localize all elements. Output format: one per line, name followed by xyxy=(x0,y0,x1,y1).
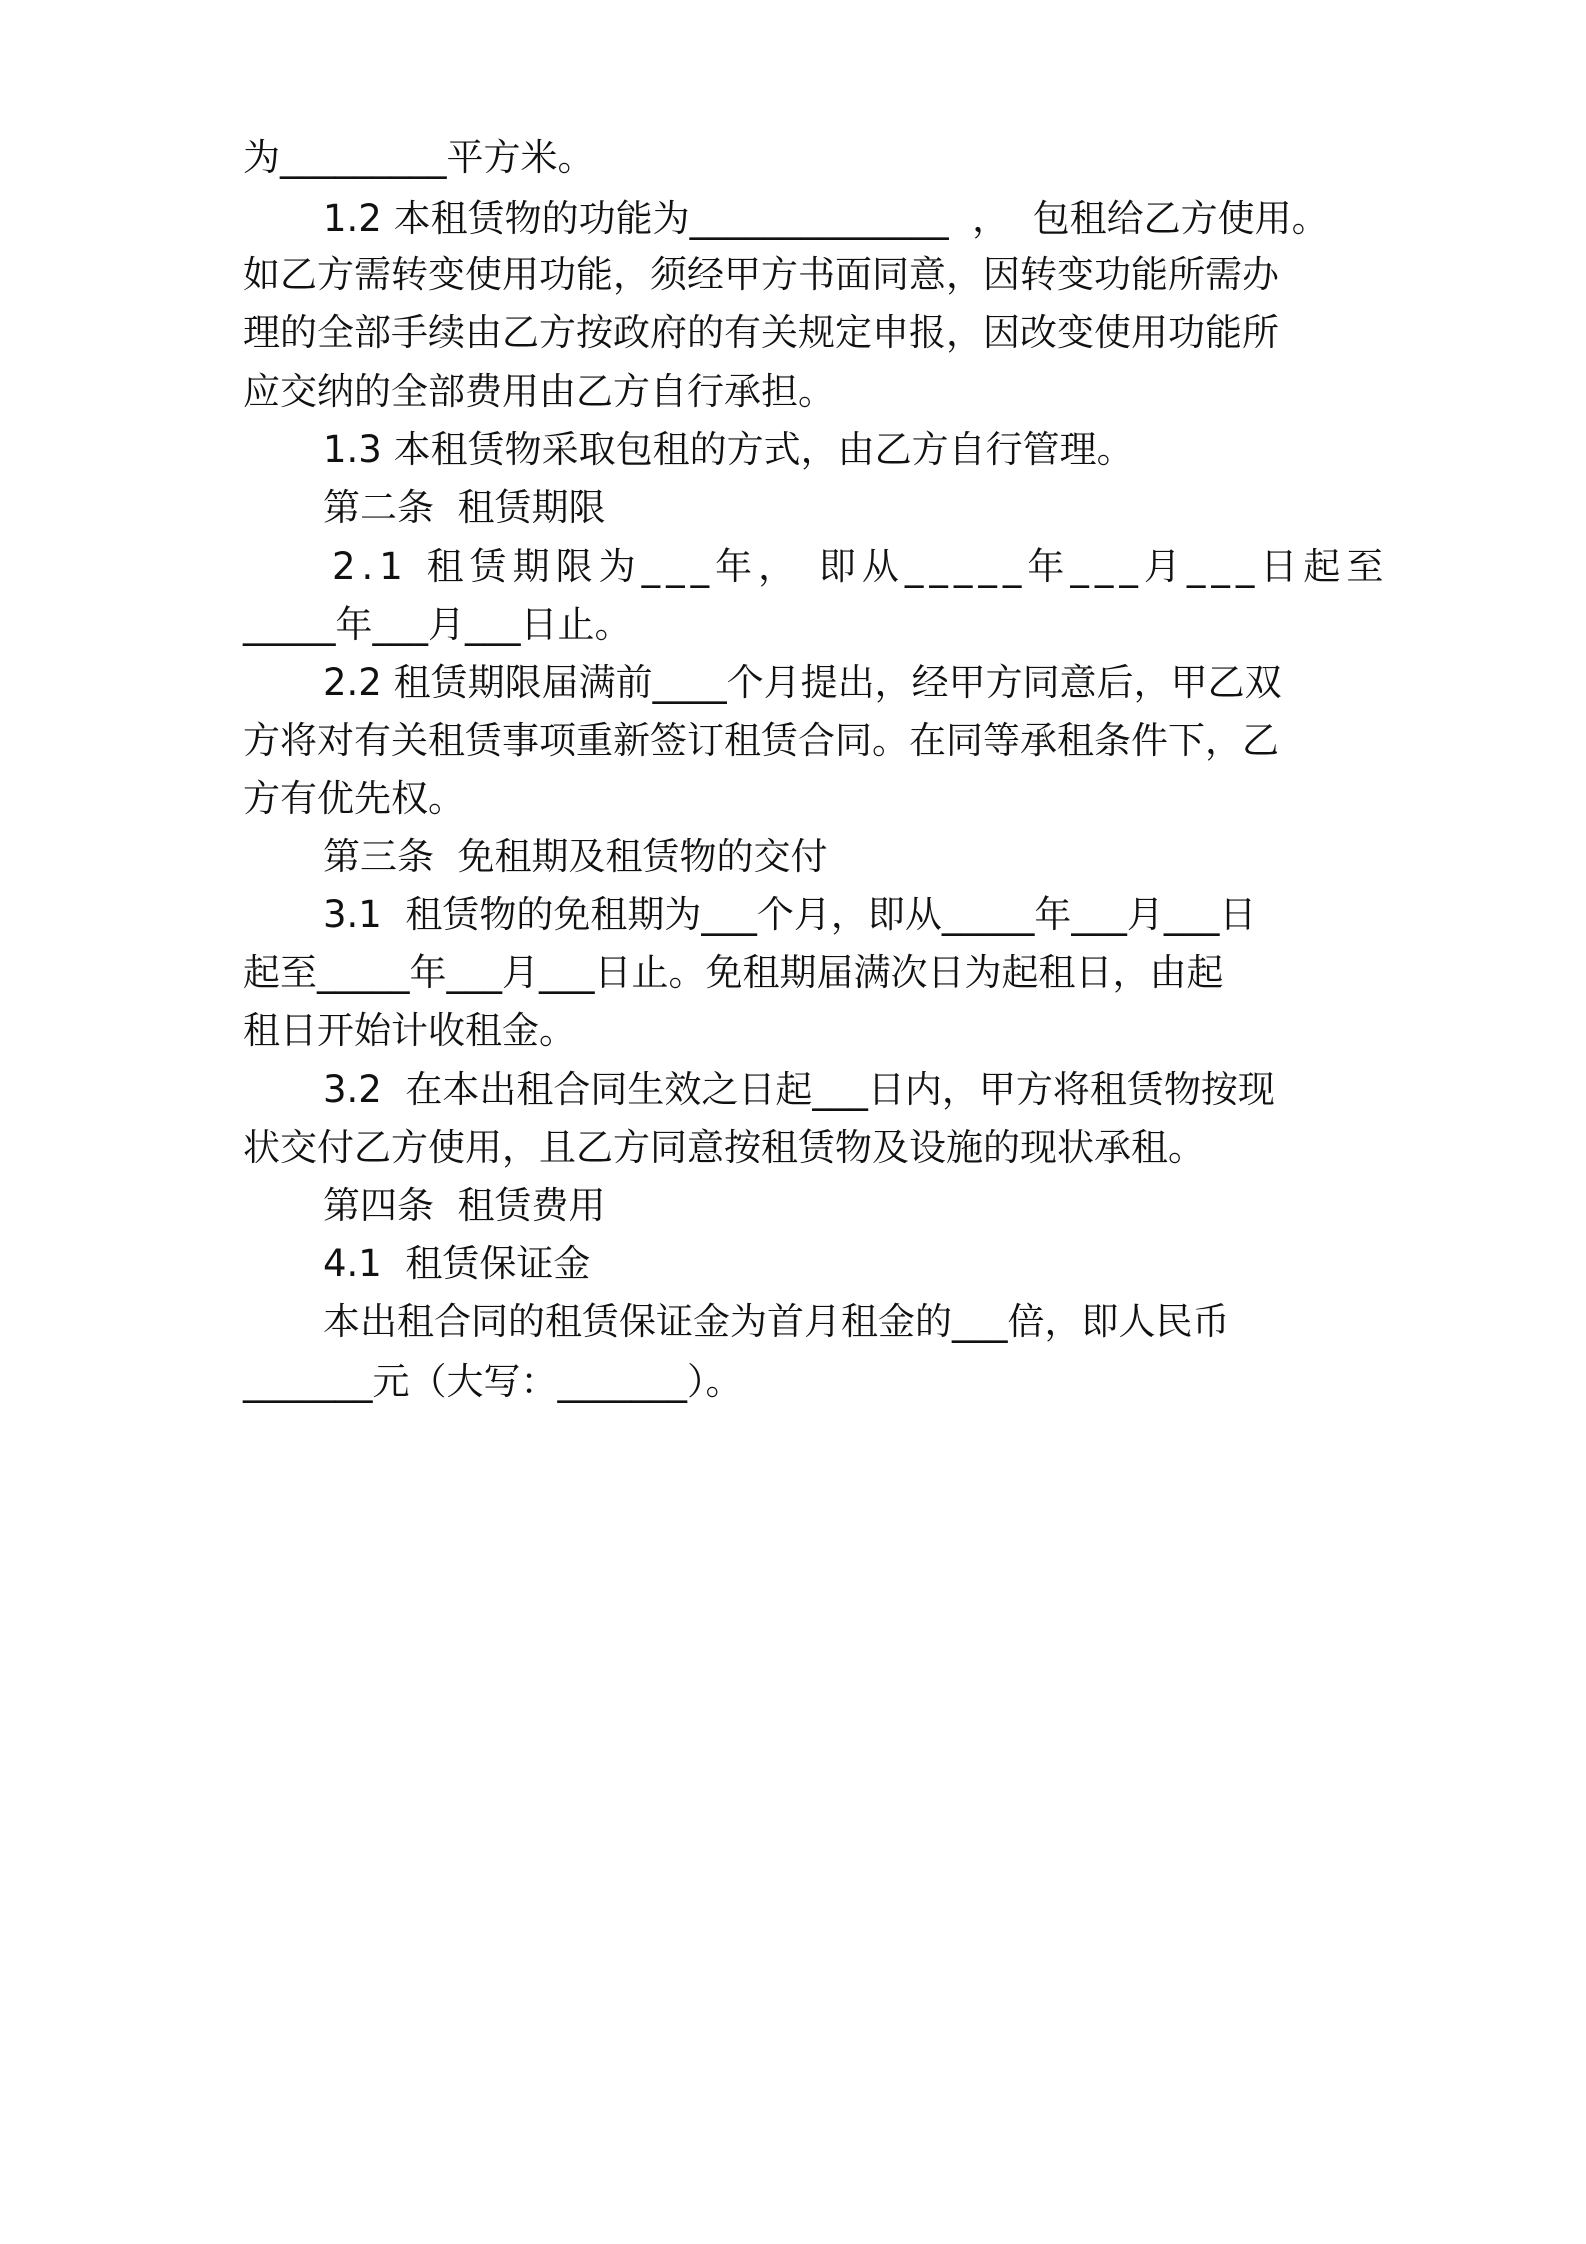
text-line-16: 租日开始计收租金。 xyxy=(243,1009,576,1052)
clause-3-1-line: 3.1 租赁物的免租期为___个月，即从_____年___月___日 xyxy=(323,893,1257,936)
clause-2-2-line: 2.2 租赁期限届满前____个月提出，经甲方同意后，甲乙双 xyxy=(323,661,1282,704)
clause-1-3-line: 1.3 本租赁物采取包租的方式，由乙方自行管理。 xyxy=(323,428,1134,471)
text-line-12: 方有优先权。 xyxy=(243,777,465,820)
deposit-line-2: _______元（大写：_______）。 xyxy=(243,1360,743,1403)
clause-1-2-line: 1.2 本租赁物的功能为______________ ， 包租给乙方使用。 xyxy=(323,197,1329,240)
text-line-15: 起至_____年___月___日止。免租期届满次日为起租日，由起 xyxy=(243,951,1224,994)
text-line-11: 方将对有关租赁事项重新签订租赁合同。在同等承租条件下，乙 xyxy=(243,719,1279,762)
article-3-heading: 第三条 免租期及租赁物的交付 xyxy=(323,835,828,878)
article-2-heading: 第二条 租赁期限 xyxy=(323,486,606,529)
text-line-9: _____年___月___日止。 xyxy=(243,603,632,646)
clause-3-2-line: 3.2 在本出租合同生效之日起___日内，甲方将租赁物按现 xyxy=(323,1068,1275,1111)
deposit-line-1: 本出租合同的租赁保证金为首月租金的___倍，即人民币 xyxy=(323,1300,1230,1343)
text-line-3: 如乙方需转变使用功能，须经甲方书面同意，因转变功能所需办 xyxy=(243,253,1279,296)
article-4-heading: 第四条 租赁费用 xyxy=(323,1184,606,1227)
text-line-18: 状交付乙方使用，且乙方同意按租赁物及设施的现状承租。 xyxy=(243,1126,1205,1169)
clause-4-1-heading: 4.1 租赁保证金 xyxy=(323,1242,591,1285)
text-line-5: 应交纳的全部费用由乙方自行承担。 xyxy=(243,370,835,413)
text-line-4: 理的全部手续由乙方按政府的有关规定申报，因改变使用功能所 xyxy=(243,311,1279,354)
text-line-1: 为_________平方米。 xyxy=(243,136,595,179)
clause-2-1-line: 2.1 租赁期限为___年， 即从_____年___月___日起至 xyxy=(332,545,1390,588)
